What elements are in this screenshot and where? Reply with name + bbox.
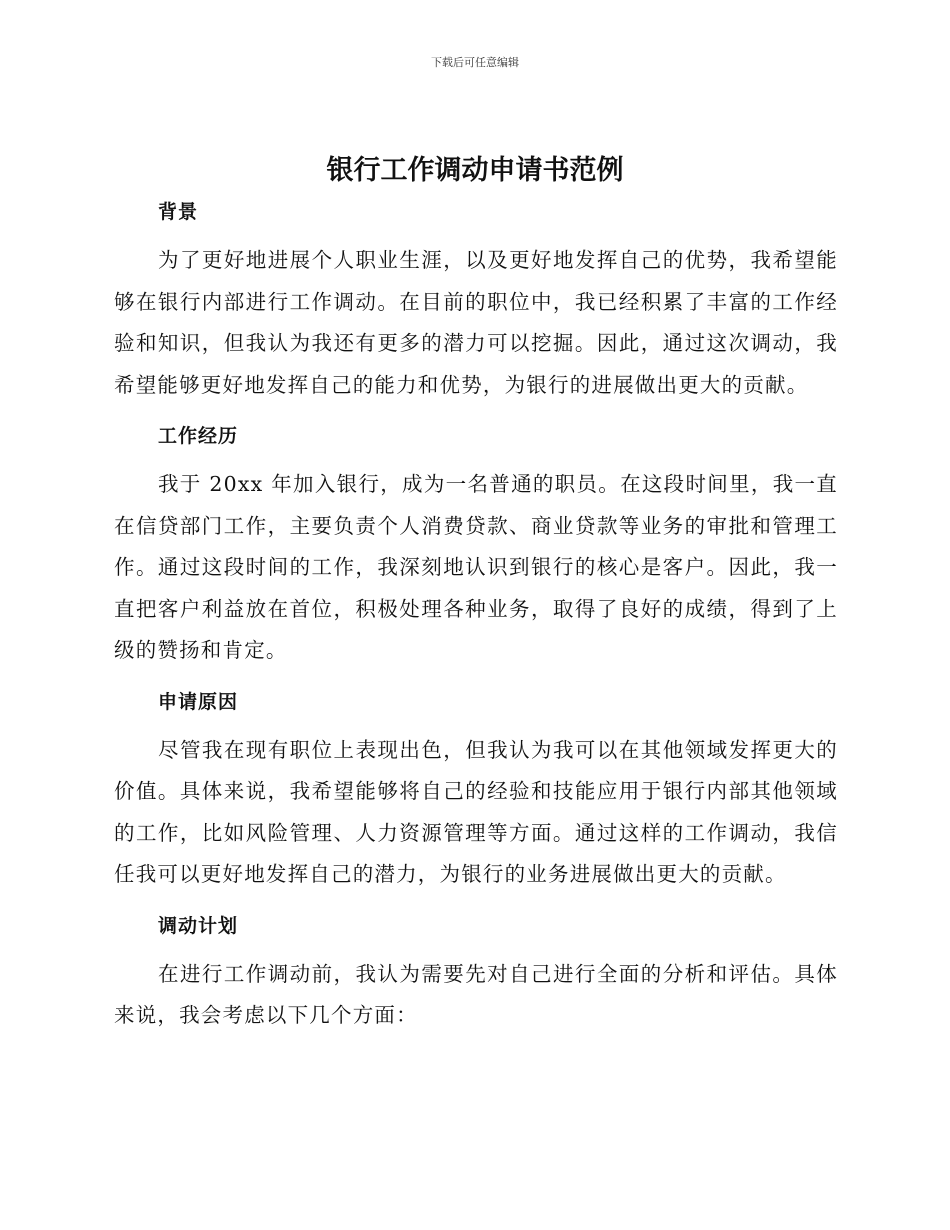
section-paragraph: 尽管我在现有职位上表现出色，但我认为我可以在其他领域发挥更大的价值。具体来说，我希望能够将自己的经验和技能应用于银行内部其他领域的工作，比如风险管理、人力资源管理等方面。通过这样的工作调动，我信任我可以更好地发挥自己的潜力，为银行的业务进展做出更大的贡献。 <box>114 737 838 886</box>
section-heading: 工作经历 <box>158 425 239 447</box>
section-heading: 申请原因 <box>158 690 239 713</box>
header-note: 下载后可任意编辑 <box>431 56 519 69</box>
section-application-reason <box>114 686 838 896</box>
document-title: 银行工作调动申请书范例 <box>326 155 624 186</box>
section-heading: 背景 <box>158 201 199 223</box>
document-body <box>114 196 838 1051</box>
section-paragraph: 我于 20xx 年加入银行，成为一名普通的职员。在这段时间里，我一直在信贷部门工作，主要负责个人消费贷款、商业贷款等业务的审批和管理工作。通过这段时间的工作，我深刻地认识到银行的核心是客户。因此，我一直把客户利益放在首位，积极处理各种业务，取得了良好的成绩，得到了上级的赞扬和肯定。 <box>114 472 838 662</box>
section-transfer-plan <box>114 910 838 1037</box>
section-paragraph: 在进行工作调动前，我认为需要先对自己进行全面的分析和评估。具体来说，我会考虑以下几个方面： <box>114 961 838 1027</box>
section-heading: 调动计划 <box>158 914 239 937</box>
section-background <box>114 196 838 406</box>
section-paragraph: 为了更好地进展个人职业生涯，以及更好地发挥自己的优势，我希望能够在银行内部进行工作调动。在目前的职位中，我已经积累了丰富的工作经验和知识，但我认为我还有更多的潜力可以挖掘。因此，通过这次调动，我希望能够更好地发挥自己的能力和优势，为银行的进展做出更大的贡献。 <box>114 248 838 397</box>
section-work-experience <box>114 420 838 672</box>
